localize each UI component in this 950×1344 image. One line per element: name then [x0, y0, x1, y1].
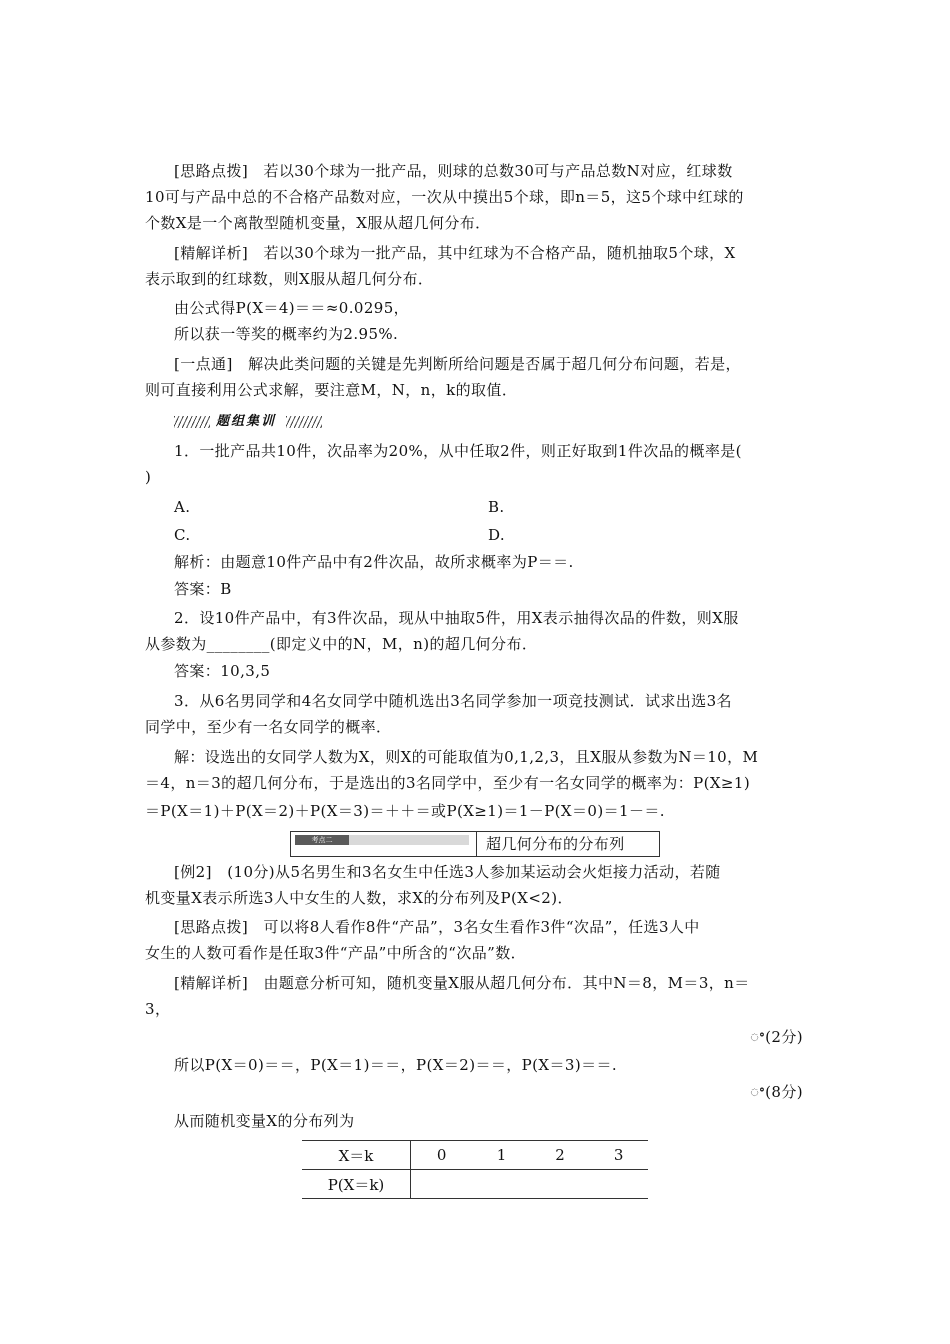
text-line: ＝4，n＝3的超几何分布，于是选出的3名同学中，至少有一名女同学的概率为：P(X≥1) — [145, 774, 751, 792]
text-line: 表示取到的红球数，则X服从超几何分布． — [145, 270, 434, 288]
section-tag-band — [349, 835, 469, 845]
text-line: 答案：B — [174, 580, 232, 598]
text-line: [精解详析] 由题意分析可知，随机变量X服从超几何分布．其中N＝8，M＝3，n＝ — [174, 974, 750, 992]
text-line: 机变量X表示所选3人中女生的人数，求X的分布列及P(X<2)． — [145, 889, 573, 907]
text-line: 所以获一等奖的概率约为2.95%. — [174, 325, 399, 343]
table-cell: 0 — [411, 1141, 473, 1170]
table-header-cell: X＝k — [302, 1141, 411, 1170]
text-line: 则可直接利用公式求解，要注意M，N，n，k的取值． — [145, 381, 518, 399]
section-divider — [476, 832, 477, 856]
text-line: 从参数为________(即定义中的N，M，n)的超几何分布． — [145, 635, 538, 653]
table-cell: 2 — [531, 1141, 590, 1170]
text-line: 个数X是一个离散型随机变量，X服从超几何分布． — [145, 214, 491, 232]
text-line: 1．一批产品共10件，次品率为20%，从中任取2件，则正好取到1件次品的概率是( — [174, 442, 742, 460]
score-note: ꢀ(8分) — [750, 1083, 803, 1101]
table-cell: 1 — [472, 1141, 531, 1170]
section-tag: 考点二 — [295, 835, 349, 845]
text-line: [思路点拨] 可以将8人看作8件“产品”，3名女生看作3件“次品”，任选3人中 — [174, 918, 700, 936]
text-line: 答案：10,3,5 — [174, 662, 271, 680]
exercise-set-heading — [174, 412, 322, 432]
exercise-set-label: 题组集训 — [216, 414, 277, 429]
text-line: [精解详析] 若以30个球为一批产品，其中红球为不合格产品，随机抽取5个球，X — [174, 244, 736, 262]
text-line: 3， — [145, 1000, 171, 1018]
option-a: A. — [174, 498, 191, 516]
text-line: ) — [145, 468, 152, 486]
text-line: [思路点拨] 若以30个球为一批产品，则球的总数30可与产品总数N对应，红球数 — [174, 162, 733, 180]
hatch-decoration-right — [286, 416, 322, 428]
section-title: 超几何分布的分布列 — [486, 835, 625, 853]
option-b: B. — [488, 498, 505, 516]
table-row — [302, 1170, 648, 1199]
text-line: 2．设10件产品中，有3件次品，现从中抽取5件，用X表示抽得次品的件数，则X服 — [174, 609, 739, 627]
table-cell: 3 — [589, 1141, 648, 1170]
text-line: 由公式得P(X＝4)＝＝≈0.0295， — [174, 299, 410, 317]
text-line: 解：设选出的女同学人数为X，则X的可能取值为0,1,2,3，且X服从参数为N＝10，M — [174, 748, 759, 766]
option-d: D. — [488, 526, 506, 544]
table-cell — [411, 1170, 473, 1199]
text-line: [例2] (10分)从5名男生和3名女生中任选3人参加某运动会火炬接力活动，若随 — [174, 863, 721, 881]
hatch-decoration-left — [174, 416, 210, 428]
text-line: 所以P(X＝0)＝＝，P(X＝1)＝＝，P(X＝2)＝＝，P(X＝3)＝＝. — [174, 1056, 618, 1074]
option-c: C. — [174, 526, 191, 544]
section-banner — [290, 831, 660, 857]
table-cell — [472, 1170, 531, 1199]
distribution-table — [302, 1140, 648, 1199]
text-line: [一点通] 解决此类问题的关键是先判断所给问题是否属于超几何分布问题，若是， — [174, 355, 741, 373]
text-line: 从而随机变量X的分布列为 — [174, 1112, 355, 1130]
table-row — [302, 1141, 648, 1170]
text-line: 10可与产品中总的不合格产品数对应，一次从中摸出5个球，即n＝5，这5个球中红球的 — [145, 188, 744, 206]
text-line: 女生的人数可看作是任取3件“产品”中所含的“次品”数． — [145, 944, 527, 962]
text-line: ＝P(X＝1)＋P(X＝2)＋P(X＝3)＝＋＋＝或P(X≥1)＝1－P(X＝0)＝1－＝. — [145, 802, 665, 820]
text-line: 3．从6名男同学和4名女同学中随机选出3名同学参加一项竞技测试．试求出选3名 — [174, 692, 732, 710]
table-header-cell: P(X＝k) — [302, 1170, 411, 1199]
score-note: ꢀ(2分) — [750, 1028, 803, 1046]
text-line: 解析：由题意10件产品中有2件次品，故所求概率为P＝＝. — [174, 553, 574, 571]
text-line: 同学中，至少有一名女同学的概率． — [145, 718, 392, 736]
table-cell — [531, 1170, 590, 1199]
table-cell — [589, 1170, 648, 1199]
